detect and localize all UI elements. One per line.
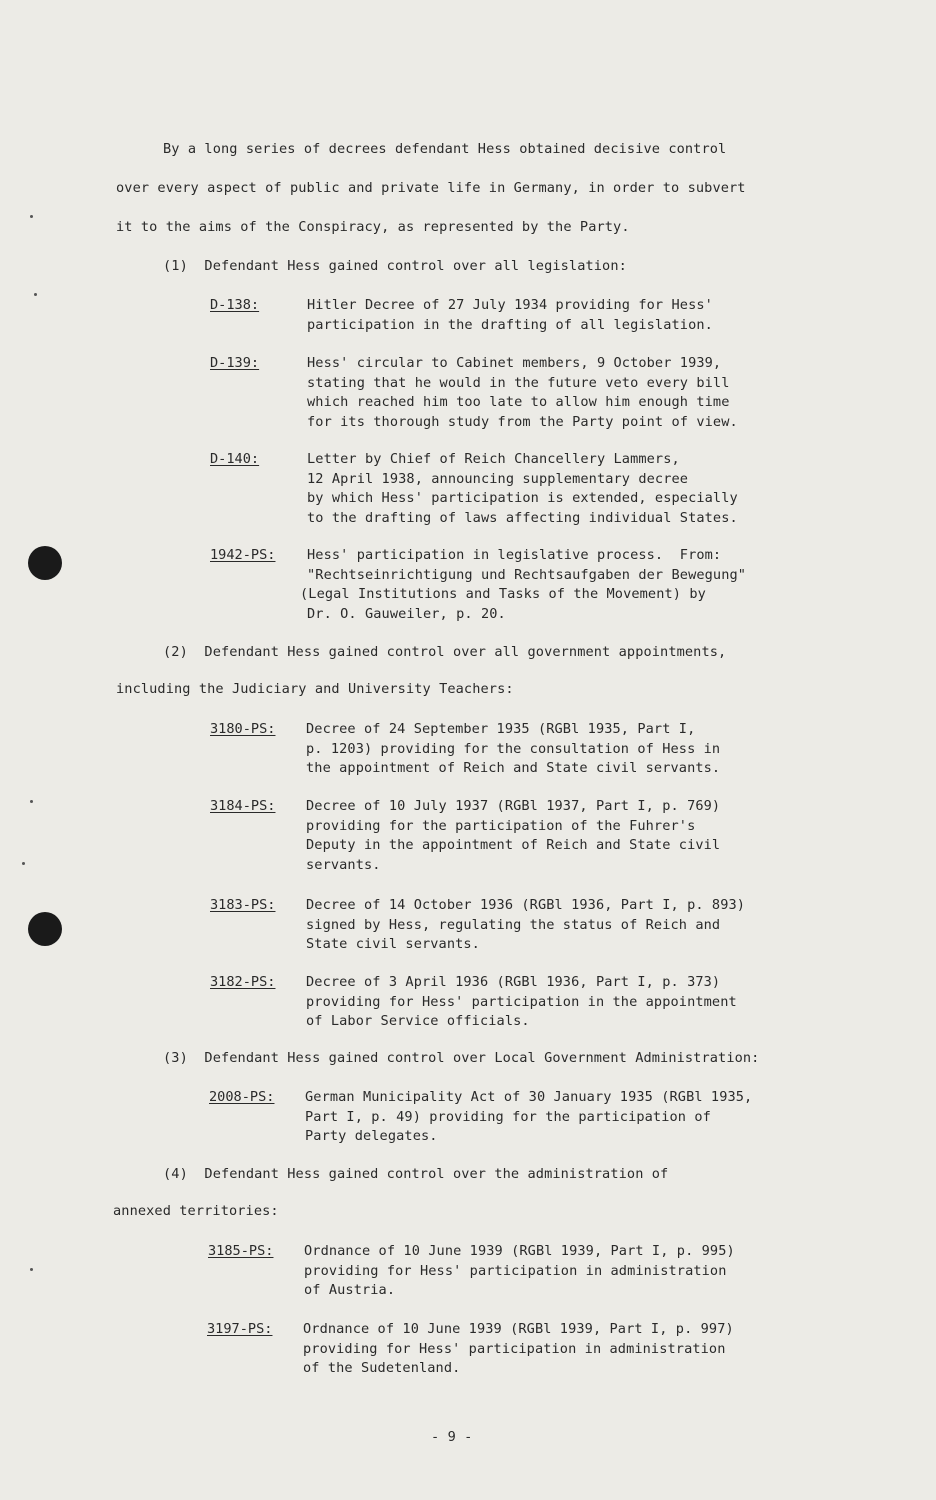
intro-line: it to the aims of the Conspiracy, as represented by the Party. <box>116 219 630 235</box>
section-heading: (3) Defendant Hess gained control over Local Government Administration: <box>163 1050 760 1066</box>
binder-hole-top <box>28 546 62 580</box>
description-line: Ordnance of 10 June 1939 (RGBl 1939, Part I, p. 997) <box>303 1321 734 1337</box>
section-heading: (2) Defendant Hess gained control over all government appointments, <box>163 644 727 660</box>
description-line: (Legal Institutions and Tasks of the Movement) by <box>300 586 706 602</box>
exhibit-ref: 3182-PS: <box>210 974 276 990</box>
description-line: Dr. O. Gauweiler, p. 20. <box>307 605 506 622</box>
section-heading-continued: annexed territories: <box>113 1203 279 1219</box>
exhibit-description <box>307 450 847 528</box>
exhibit-ref: 3197-PS: <box>207 1321 273 1337</box>
description-line: Decree of 24 September 1935 (RGBl 1935, Part I, <box>306 721 696 737</box>
description-line: providing for Hess' participation in administration <box>303 1340 726 1357</box>
description-line: servants. <box>306 856 381 873</box>
exhibit-ref: 3180-PS: <box>210 721 276 737</box>
exhibit-ref: 3185-PS: <box>208 1243 274 1259</box>
description-line: participation in the drafting of all legislation. <box>307 316 713 333</box>
exhibit-ref: D-140: <box>210 451 260 467</box>
paper-speck <box>30 800 33 803</box>
paper-speck <box>30 215 33 218</box>
section-heading-continued: including the Judiciary and University Teachers: <box>116 681 514 697</box>
exhibit-ref: 3183-PS: <box>210 897 276 913</box>
exhibit-ref: 2008-PS: <box>209 1089 275 1105</box>
exhibit-description <box>303 1320 843 1379</box>
description-line: providing for Hess' participation in the appointment <box>306 993 737 1010</box>
description-line: providing for Hess' participation in administration <box>304 1262 727 1279</box>
paper-speck <box>34 293 37 296</box>
description-line: to the drafting of laws affecting individual States. <box>307 509 738 526</box>
description-line: State civil servants. <box>306 936 480 952</box>
description-line: Hess' participation in legislative process. From: <box>307 547 722 563</box>
exhibit-description <box>307 354 847 432</box>
description-line: Decree of 3 April 1936 (RGBl 1936, Part I, p. 373) <box>306 974 721 990</box>
description-line: of Austria. <box>304 1282 396 1298</box>
description-line: providing for the participation of the Fuhrer's <box>306 817 696 834</box>
description-line: Letter by Chief of Reich Chancellery Lammers, <box>307 451 680 467</box>
exhibit-description <box>305 1088 845 1147</box>
exhibit-description <box>304 1242 844 1301</box>
intro-line: over every aspect of public and private life in Germany, in order to subvert <box>116 180 746 196</box>
paper-speck <box>22 862 25 865</box>
description-line: 12 April 1938, announcing supplementary decree <box>307 470 689 487</box>
description-line: by which Hess' participation is extended, especially <box>307 490 738 506</box>
intro-line: By a long series of decrees defendant Hess obtained decisive control <box>163 141 727 157</box>
description-line: stating that he would in the future veto every bill <box>307 374 730 391</box>
exhibit-description <box>300 546 840 624</box>
exhibit-description <box>306 797 846 875</box>
section-heading: (4) Defendant Hess gained control over the administration of <box>163 1166 669 1182</box>
exhibit-ref: D-138: <box>210 297 260 313</box>
description-line: Part I, p. 49) providing for the participation of <box>305 1108 711 1125</box>
description-line: for its thorough study from the Party point of view. <box>307 413 738 430</box>
exhibit-description <box>306 896 846 955</box>
description-line: of Labor Service officials. <box>306 1013 530 1029</box>
exhibit-description <box>307 296 847 335</box>
description-line: German Municipality Act of 30 January 1935 (RGBl 1935, <box>305 1089 753 1105</box>
description-line: Hitler Decree of 27 July 1934 providing for Hess' <box>307 297 713 313</box>
description-line: of the Sudetenland. <box>303 1360 461 1376</box>
description-line: "Rechtseinrichtigung und Rechtsaufgaben der Bewegung" <box>307 566 747 583</box>
exhibit-description <box>306 720 846 779</box>
page-number: - 9 - <box>431 1429 473 1445</box>
description-line: Decree of 14 October 1936 (RGBl 1936, Part I, p. 893) <box>306 897 746 913</box>
exhibit-ref: 1942-PS: <box>210 547 276 563</box>
description-line: signed by Hess, regulating the status of Reich and <box>306 916 721 933</box>
description-line: Party delegates. <box>305 1128 438 1144</box>
description-line: the appointment of Reich and State civil servants. <box>306 760 721 776</box>
binder-hole-bottom <box>28 912 62 946</box>
description-line: Ordnance of 10 June 1939 (RGBl 1939, Part I, p. 995) <box>304 1243 735 1259</box>
description-line: Decree of 10 July 1937 (RGBl 1937, Part I, p. 769) <box>306 798 721 814</box>
exhibit-description <box>306 973 846 1032</box>
exhibit-ref: D-139: <box>210 355 260 371</box>
description-line: p. 1203) providing for the consultation of Hess in <box>306 740 721 757</box>
description-line: which reached him too late to allow him enough time <box>307 394 730 410</box>
description-line: Hess' circular to Cabinet members, 9 October 1939, <box>307 355 722 371</box>
paper-speck <box>30 1268 33 1271</box>
section-heading: (1) Defendant Hess gained control over all legislation: <box>163 258 627 274</box>
exhibit-ref: 3184-PS: <box>210 798 276 814</box>
description-line: Deputy in the appointment of Reich and State civil <box>306 837 721 853</box>
